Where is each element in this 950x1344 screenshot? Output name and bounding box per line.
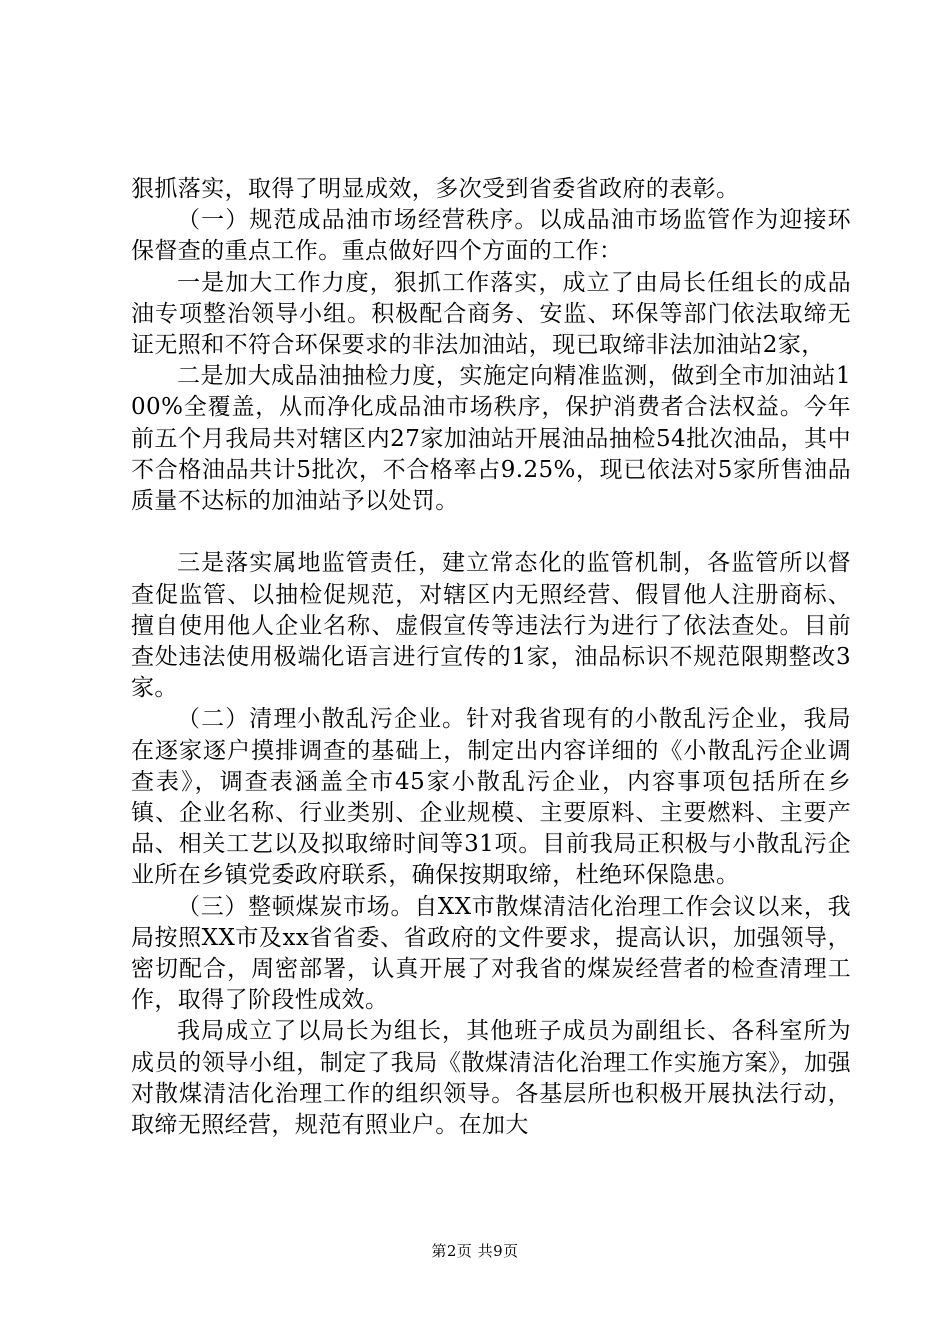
paragraph-7: （三）整顿煤炭市场。自XX市散煤清洁化治理工作会议以来，我局按照XX市及xx省省委、省政府的文件要求，提高认识，加强领导，密切配合，周密部署，认真开展了对我省的煤炭经营者的检查清理工作，取得了阶段性成效。 (131, 893, 851, 1014)
paragraph-3: 一是加大工作力度，狠抓工作落实，成立了由局长任组长的成品油专项整治领导小组。积极配合商务、安监、环保等部门依法取缔无证无照和不符合环保要求的非法加油站，现已取缔非法加油站2家， (131, 269, 851, 359)
paragraph-gap (131, 517, 851, 548)
paragraph-5: 三是落实属地监管责任，建立常态化的监管机制，各监管所以督查促监管、以抽检促规范，对辖区内无照经营、假冒他人注册商标、擅自使用他人企业名称、虚假宣传等违法行为进行了依法查处。目前查处违法使用极端化语言进行宣传的1家，油品标识不规范限期整改3家。 (131, 550, 851, 702)
paragraph-4: 二是加大成品油抽检力度，实施定向精准监测，做到全市加油站100%全覆盖，从而净化成品油市场秩序，保护消费者合法权益。今年前五个月我局共对辖区内27家加油站开展油品抽检54批次油品，其中不合格油品共计5批次，不合格率占9.25%，现已依法对5家所售油品质量不达标的加油站予以处罚。 (131, 363, 851, 515)
page-footer: 第2页 共9页 (431, 1242, 519, 1260)
paragraph-2: （一）规范成品油市场经营秩序。以成品油市场监管作为迎接环保督查的重点工作。重点做好四个方面的工作： (131, 207, 851, 265)
paragraph-8: 我局成立了以局长为组长，其他班子成员为副组长、各科室所为成员的领导小组，制定了我局《散煤清洁化治理工作实施方案》，加强对散煤清洁化治理工作的组织领导。各基层所也积极开展执法行动，取缔无照经营，规范有照业户。在加大 (131, 1018, 851, 1139)
paragraph-1: 狠抓落实，取得了明显成效，多次受到省委省政府的表彰。 (131, 176, 740, 202)
paragraph-6: （二）清理小散乱污企业。针对我省现有的小散乱污企业，我局在逐家逐户摸排调查的基础上，制定出内容详细的《小散乱污企业调查表》，调查表涵盖全市45家小散乱污企业，内容事项包括所在乡镇、企业名称、行业类别、企业规模、主要原料、主要燃料、主要产品、相关工艺以及拟取缔时间等31项。目前我局正积极与小散乱污企业所在乡镇党委政府联系，确保按期取缔，杜绝环保隐患。 (131, 706, 851, 889)
document-body (131, 174, 851, 1141)
